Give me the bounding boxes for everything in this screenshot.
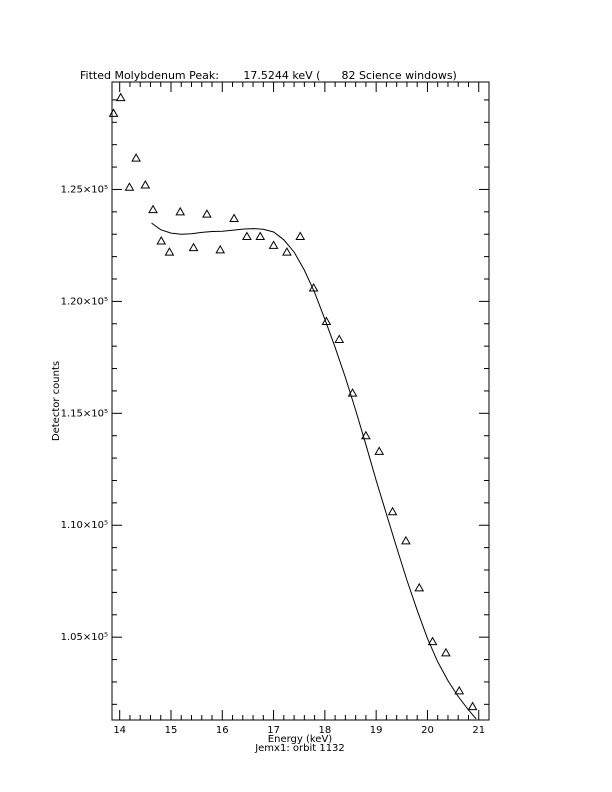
data-point <box>283 248 291 255</box>
fit-curve <box>152 223 477 719</box>
x-tick-label: 19 <box>369 725 383 736</box>
y-tick-label: 1.05×10⁵ <box>60 632 108 644</box>
data-point <box>125 183 133 190</box>
data-point <box>402 537 410 544</box>
data-point <box>270 241 278 248</box>
data-point <box>455 687 463 694</box>
plot-frame <box>112 82 489 720</box>
y-tick-label: 1.15×10⁵ <box>60 408 108 420</box>
data-point <box>176 208 184 215</box>
data-point <box>132 154 140 161</box>
data-point <box>296 232 304 239</box>
data-point <box>442 649 450 656</box>
data-point <box>335 335 343 342</box>
data-point <box>230 215 238 222</box>
y-axis-label: Detector counts <box>51 360 62 442</box>
data-point <box>165 248 173 255</box>
data-point <box>190 244 198 251</box>
data-point <box>375 447 383 454</box>
x-tick-label: 18 <box>318 725 332 736</box>
chart-title: Fitted Molybdenum Peak: 17.5244 keV ( 82 Science windows) <box>80 69 457 82</box>
x-tick-label: 20 <box>421 725 434 736</box>
data-point <box>256 232 264 239</box>
data-point <box>110 109 118 116</box>
y-tick-labels <box>61 184 108 643</box>
data-point <box>203 210 211 217</box>
data-point <box>141 181 149 188</box>
data-point <box>149 206 157 213</box>
x-tick-label: 21 <box>472 725 486 736</box>
data-points <box>110 94 477 710</box>
y-tick-label: 1.25×10⁵ <box>60 184 108 196</box>
x-tick-label: 17 <box>267 725 280 736</box>
axis-ticks <box>112 82 489 720</box>
y-tick-label: 1.20×10⁵ <box>60 296 108 308</box>
x-axis-label: Energy (keV) <box>267 734 333 745</box>
x-tick-label: 15 <box>164 725 178 736</box>
data-point <box>389 508 397 515</box>
data-point <box>157 237 165 244</box>
data-point <box>415 584 423 591</box>
data-point <box>243 232 251 239</box>
data-point <box>216 246 224 253</box>
data-point <box>469 703 477 710</box>
y-tick-label: 1.10×10⁵ <box>60 520 108 532</box>
data-point <box>117 94 125 101</box>
x-tick-label: 14 <box>113 725 127 736</box>
x-tick-label: 16 <box>215 725 229 736</box>
plot-subtitle: Jemx1: orbit 1132 <box>255 743 345 754</box>
